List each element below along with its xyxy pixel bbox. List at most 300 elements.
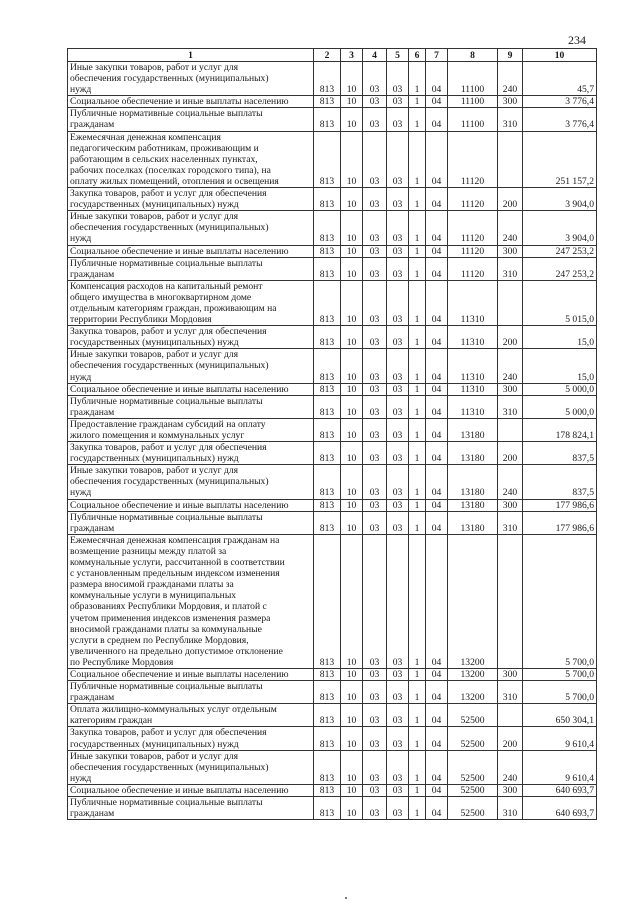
cell-col-9: 310 (498, 681, 523, 704)
cell-col-2: 813 (314, 681, 341, 704)
cell-col-3: 10 (341, 681, 363, 704)
cell-col-5: 03 (387, 418, 409, 441)
cell-col-5: 03 (387, 211, 409, 245)
cell-col-5: 03 (387, 465, 409, 499)
cell-col-4: 03 (363, 108, 387, 131)
cell-col-10: 3 776,4 (523, 96, 597, 108)
cell-col-4: 03 (363, 499, 387, 511)
column-header-7: 7 (426, 49, 448, 62)
row-description: Социальное обеспечение и иные выплаты населению (68, 668, 314, 680)
row-description: Публичные нормативные социальные выплаты гражданам (68, 395, 314, 418)
column-header-2: 2 (314, 49, 341, 62)
cell-col-7: 04 (426, 465, 448, 499)
cell-col-10: 837,5 (523, 465, 597, 499)
cell-col-3: 10 (341, 188, 363, 211)
table-row (68, 383, 597, 395)
cell-col-4: 03 (363, 383, 387, 395)
cell-col-10: 247 253,2 (523, 257, 597, 280)
cell-col-9: 310 (498, 395, 523, 418)
cell-col-2: 813 (314, 727, 341, 750)
cell-col-8: 11310 (448, 383, 498, 395)
cell-col-5: 03 (387, 188, 409, 211)
cell-col-6: 1 (409, 257, 426, 280)
table-row (68, 797, 597, 820)
cell-col-3: 10 (341, 668, 363, 680)
cell-col-8: 11120 (448, 257, 498, 280)
cell-col-2: 813 (314, 534, 341, 668)
cell-col-6: 1 (409, 681, 426, 704)
row-description: Социальное обеспечение и иные выплаты населению (68, 96, 314, 108)
cell-col-5: 03 (387, 727, 409, 750)
cell-col-5: 03 (387, 534, 409, 668)
cell-col-4: 03 (363, 784, 387, 796)
cell-col-8: 11100 (448, 108, 498, 131)
cell-col-3: 10 (341, 245, 363, 257)
row-description: Ежемесячная денежная компенсация педагогическим работникам, проживающим и работающим в сельских населенных пунктах, рабочих поселках (поселках городского типа), на оплату жилых помещений, отопления и освещения (68, 131, 314, 187)
cell-col-2: 813 (314, 784, 341, 796)
cell-col-2: 813 (314, 188, 341, 211)
cell-col-5: 03 (387, 442, 409, 465)
cell-col-8: 13180 (448, 465, 498, 499)
scan-mark (345, 897, 347, 899)
cell-col-4: 03 (363, 442, 387, 465)
cell-col-8: 13200 (448, 534, 498, 668)
row-description: Публичные нормативные социальные выплаты гражданам (68, 108, 314, 131)
column-header-6: 6 (409, 49, 426, 62)
cell-col-10: 251 157,2 (523, 131, 597, 187)
cell-col-4: 03 (363, 326, 387, 349)
cell-col-3: 10 (341, 395, 363, 418)
cell-col-4: 03 (363, 280, 387, 325)
cell-col-8: 11310 (448, 326, 498, 349)
header-row (68, 49, 597, 62)
cell-col-4: 03 (363, 750, 387, 784)
cell-col-4: 03 (363, 62, 387, 96)
cell-col-5: 03 (387, 349, 409, 383)
cell-col-4: 03 (363, 534, 387, 668)
cell-col-8: 11120 (448, 131, 498, 187)
cell-col-6: 1 (409, 188, 426, 211)
cell-col-3: 10 (341, 257, 363, 280)
cell-col-10: 247 253,2 (523, 245, 597, 257)
cell-col-5: 03 (387, 395, 409, 418)
cell-col-3: 10 (341, 131, 363, 187)
row-description: Иные закупки товаров, работ и услуг для обеспечения государственных (муниципальных) нужд (68, 349, 314, 383)
cell-col-10: 177 986,6 (523, 499, 597, 511)
cell-col-3: 10 (341, 534, 363, 668)
cell-col-8: 11310 (448, 280, 498, 325)
cell-col-5: 03 (387, 326, 409, 349)
cell-col-8: 13200 (448, 681, 498, 704)
cell-col-6: 1 (409, 797, 426, 820)
cell-col-7: 04 (426, 96, 448, 108)
cell-col-6: 1 (409, 383, 426, 395)
cell-col-6: 1 (409, 131, 426, 187)
table-row (68, 784, 597, 796)
cell-col-7: 04 (426, 681, 448, 704)
table-row (68, 704, 597, 727)
cell-col-8: 11100 (448, 96, 498, 108)
cell-col-8: 13180 (448, 442, 498, 465)
cell-col-7: 04 (426, 750, 448, 784)
cell-col-2: 813 (314, 211, 341, 245)
cell-col-4: 03 (363, 96, 387, 108)
cell-col-5: 03 (387, 245, 409, 257)
cell-col-3: 10 (341, 280, 363, 325)
cell-col-2: 813 (314, 442, 341, 465)
cell-col-7: 04 (426, 245, 448, 257)
cell-col-10: 5 700,0 (523, 534, 597, 668)
cell-col-3: 10 (341, 96, 363, 108)
cell-col-10: 3 776,4 (523, 108, 597, 131)
row-description: Публичные нормативные социальные выплаты гражданам (68, 797, 314, 820)
cell-col-4: 03 (363, 257, 387, 280)
cell-col-9: 240 (498, 211, 523, 245)
cell-col-2: 813 (314, 96, 341, 108)
row-description: Закупка товаров, работ и услуг для обеспечения государственных (муниципальных) нужд (68, 442, 314, 465)
table-row (68, 280, 597, 325)
table-row (68, 326, 597, 349)
cell-col-7: 04 (426, 211, 448, 245)
column-header-4: 4 (363, 49, 387, 62)
row-description: Закупка товаров, работ и услуг для обеспечения государственных (муниципальных) нужд (68, 188, 314, 211)
cell-col-9 (498, 534, 523, 668)
cell-col-3: 10 (341, 62, 363, 96)
cell-col-6: 1 (409, 245, 426, 257)
row-description: Социальное обеспечение и иные выплаты населению (68, 245, 314, 257)
table-row (68, 668, 597, 680)
cell-col-7: 04 (426, 442, 448, 465)
row-description: Публичные нормативные социальные выплаты гражданам (68, 681, 314, 704)
cell-col-5: 03 (387, 280, 409, 325)
cell-col-10: 15,0 (523, 326, 597, 349)
cell-col-4: 03 (363, 188, 387, 211)
cell-col-2: 813 (314, 668, 341, 680)
cell-col-8: 11120 (448, 211, 498, 245)
cell-col-9: 300 (498, 383, 523, 395)
cell-col-9 (498, 131, 523, 187)
cell-col-10: 178 824,1 (523, 418, 597, 441)
cell-col-7: 04 (426, 668, 448, 680)
cell-col-8: 11120 (448, 188, 498, 211)
row-description: Иные закупки товаров, работ и услуг для обеспечения государственных (муниципальных) нужд (68, 62, 314, 96)
cell-col-9: 240 (498, 349, 523, 383)
cell-col-10: 9 610,4 (523, 750, 597, 784)
cell-col-3: 10 (341, 511, 363, 534)
row-description: Закупка товаров, работ и услуг для обеспечения государственных (муниципальных) нужд (68, 727, 314, 750)
cell-col-7: 04 (426, 188, 448, 211)
cell-col-3: 10 (341, 349, 363, 383)
cell-col-7: 04 (426, 797, 448, 820)
cell-col-6: 1 (409, 62, 426, 96)
column-header-9: 9 (498, 49, 523, 62)
cell-col-8: 52500 (448, 750, 498, 784)
table-row (68, 511, 597, 534)
cell-col-6: 1 (409, 727, 426, 750)
cell-col-2: 813 (314, 62, 341, 96)
cell-col-4: 03 (363, 668, 387, 680)
cell-col-6: 1 (409, 784, 426, 796)
table-row (68, 188, 597, 211)
cell-col-6: 1 (409, 499, 426, 511)
cell-col-9: 200 (498, 727, 523, 750)
table-row (68, 395, 597, 418)
cell-col-2: 813 (314, 465, 341, 499)
table-row (68, 681, 597, 704)
cell-col-5: 03 (387, 704, 409, 727)
cell-col-3: 10 (341, 211, 363, 245)
cell-col-9: 300 (498, 245, 523, 257)
cell-col-10: 15,0 (523, 349, 597, 383)
cell-col-5: 03 (387, 96, 409, 108)
row-description: Предоставление гражданам субсидий на оплату жилого помещения и коммунальных услуг (68, 418, 314, 441)
cell-col-5: 03 (387, 131, 409, 187)
cell-col-10: 3 904,0 (523, 211, 597, 245)
cell-col-6: 1 (409, 418, 426, 441)
cell-col-7: 04 (426, 257, 448, 280)
cell-col-10: 45,7 (523, 62, 597, 96)
cell-col-8: 13200 (448, 668, 498, 680)
cell-col-5: 03 (387, 681, 409, 704)
cell-col-4: 03 (363, 418, 387, 441)
cell-col-5: 03 (387, 797, 409, 820)
cell-col-8: 52500 (448, 704, 498, 727)
cell-col-8: 52500 (448, 727, 498, 750)
table-row (68, 442, 597, 465)
page-number: 234 (568, 33, 586, 47)
cell-col-7: 04 (426, 383, 448, 395)
cell-col-3: 10 (341, 108, 363, 131)
table-row (68, 499, 597, 511)
table-row (68, 727, 597, 750)
cell-col-7: 04 (426, 727, 448, 750)
cell-col-8: 11310 (448, 395, 498, 418)
cell-col-10: 650 304,1 (523, 704, 597, 727)
cell-col-4: 03 (363, 797, 387, 820)
table-row (68, 108, 597, 131)
cell-col-5: 03 (387, 257, 409, 280)
table-row (68, 62, 597, 96)
column-header-10: 10 (523, 49, 597, 62)
column-header-3: 3 (341, 49, 363, 62)
cell-col-3: 10 (341, 797, 363, 820)
cell-col-9: 310 (498, 108, 523, 131)
cell-col-3: 10 (341, 750, 363, 784)
cell-col-4: 03 (363, 211, 387, 245)
cell-col-4: 03 (363, 349, 387, 383)
cell-col-7: 04 (426, 280, 448, 325)
cell-col-9 (498, 418, 523, 441)
cell-col-6: 1 (409, 750, 426, 784)
cell-col-2: 813 (314, 383, 341, 395)
cell-col-8: 11100 (448, 62, 498, 96)
row-description: Публичные нормативные социальные выплаты гражданам (68, 257, 314, 280)
cell-col-3: 10 (341, 465, 363, 499)
cell-col-4: 03 (363, 131, 387, 187)
cell-col-6: 1 (409, 349, 426, 383)
cell-col-6: 1 (409, 668, 426, 680)
cell-col-8: 13180 (448, 418, 498, 441)
table-row (68, 534, 597, 668)
cell-col-8: 13180 (448, 511, 498, 534)
cell-col-10: 5 700,0 (523, 668, 597, 680)
cell-col-4: 03 (363, 245, 387, 257)
cell-col-2: 813 (314, 280, 341, 325)
cell-col-5: 03 (387, 668, 409, 680)
cell-col-7: 04 (426, 511, 448, 534)
cell-col-4: 03 (363, 465, 387, 499)
cell-col-9: 200 (498, 326, 523, 349)
cell-col-8: 52500 (448, 797, 498, 820)
cell-col-6: 1 (409, 465, 426, 499)
cell-col-3: 10 (341, 418, 363, 441)
row-description: Иные закупки товаров, работ и услуг для обеспечения государственных (муниципальных) нужд (68, 211, 314, 245)
table-row (68, 245, 597, 257)
cell-col-4: 03 (363, 727, 387, 750)
cell-col-7: 04 (426, 395, 448, 418)
cell-col-2: 813 (314, 704, 341, 727)
cell-col-10: 640 693,7 (523, 797, 597, 820)
cell-col-4: 03 (363, 511, 387, 534)
cell-col-7: 04 (426, 326, 448, 349)
table-body (68, 62, 597, 820)
cell-col-10: 837,5 (523, 442, 597, 465)
cell-col-7: 04 (426, 62, 448, 96)
column-header-5: 5 (387, 49, 409, 62)
cell-col-8: 52500 (448, 784, 498, 796)
cell-col-6: 1 (409, 395, 426, 418)
cell-col-5: 03 (387, 62, 409, 96)
cell-col-2: 813 (314, 131, 341, 187)
cell-col-6: 1 (409, 96, 426, 108)
cell-col-7: 04 (426, 349, 448, 383)
cell-col-5: 03 (387, 784, 409, 796)
cell-col-9 (498, 704, 523, 727)
cell-col-10: 3 904,0 (523, 188, 597, 211)
cell-col-6: 1 (409, 534, 426, 668)
cell-col-6: 1 (409, 280, 426, 325)
cell-col-4: 03 (363, 395, 387, 418)
row-description: Социальное обеспечение и иные выплаты населению (68, 499, 314, 511)
cell-col-9: 240 (498, 62, 523, 96)
cell-col-9 (498, 280, 523, 325)
cell-col-4: 03 (363, 681, 387, 704)
table-row (68, 96, 597, 108)
cell-col-2: 813 (314, 349, 341, 383)
cell-col-2: 813 (314, 395, 341, 418)
cell-col-3: 10 (341, 784, 363, 796)
row-description: Иные закупки товаров, работ и услуг для обеспечения государственных (муниципальных) нужд (68, 465, 314, 499)
cell-col-9: 300 (498, 96, 523, 108)
cell-col-2: 813 (314, 326, 341, 349)
cell-col-6: 1 (409, 326, 426, 349)
cell-col-3: 10 (341, 499, 363, 511)
cell-col-6: 1 (409, 511, 426, 534)
cell-col-9: 240 (498, 465, 523, 499)
cell-col-7: 04 (426, 131, 448, 187)
table-row (68, 465, 597, 499)
cell-col-2: 813 (314, 108, 341, 131)
cell-col-2: 813 (314, 499, 341, 511)
row-description: Оплата жилищно-коммунальных услуг отдельным категориям граждан (68, 704, 314, 727)
cell-col-5: 03 (387, 383, 409, 395)
cell-col-10: 5 015,0 (523, 280, 597, 325)
row-description: Социальное обеспечение и иные выплаты населению (68, 784, 314, 796)
cell-col-5: 03 (387, 511, 409, 534)
cell-col-3: 10 (341, 383, 363, 395)
cell-col-9: 200 (498, 442, 523, 465)
cell-col-8: 11310 (448, 349, 498, 383)
table-row (68, 131, 597, 187)
cell-col-7: 04 (426, 418, 448, 441)
cell-col-9: 240 (498, 750, 523, 784)
cell-col-9: 300 (498, 668, 523, 680)
table-row (68, 257, 597, 280)
cell-col-9: 300 (498, 784, 523, 796)
cell-col-6: 1 (409, 442, 426, 465)
cell-col-7: 04 (426, 499, 448, 511)
column-header-1: 1 (68, 49, 314, 62)
cell-col-3: 10 (341, 326, 363, 349)
row-description: Иные закупки товаров, работ и услуг для обеспечения государственных (муниципальных) нужд (68, 750, 314, 784)
cell-col-5: 03 (387, 108, 409, 131)
cell-col-10: 177 986,6 (523, 511, 597, 534)
row-description: Компенсация расходов на капитальный ремонт общего имущества в многоквартирном доме отдельным категориям граждан, проживающим на территории Республики Мордовия (68, 280, 314, 325)
table-row (68, 418, 597, 441)
cell-col-2: 813 (314, 797, 341, 820)
table-row (68, 211, 597, 245)
cell-col-2: 813 (314, 511, 341, 534)
cell-col-9: 200 (498, 188, 523, 211)
cell-col-9: 310 (498, 511, 523, 534)
cell-col-3: 10 (341, 442, 363, 465)
budget-table (67, 48, 597, 820)
cell-col-5: 03 (387, 499, 409, 511)
column-header-8: 8 (448, 49, 498, 62)
cell-col-7: 04 (426, 784, 448, 796)
row-description: Закупка товаров, работ и услуг для обеспечения государственных (муниципальных) нужд (68, 326, 314, 349)
row-description: Публичные нормативные социальные выплаты гражданам (68, 511, 314, 534)
cell-col-10: 5 000,0 (523, 383, 597, 395)
cell-col-9: 310 (498, 257, 523, 280)
cell-col-7: 04 (426, 108, 448, 131)
table-row (68, 349, 597, 383)
table-row (68, 750, 597, 784)
cell-col-2: 813 (314, 257, 341, 280)
cell-col-4: 03 (363, 704, 387, 727)
cell-col-7: 04 (426, 704, 448, 727)
cell-col-2: 813 (314, 750, 341, 784)
cell-col-10: 5 000,0 (523, 395, 597, 418)
cell-col-3: 10 (341, 727, 363, 750)
cell-col-7: 04 (426, 534, 448, 668)
cell-col-2: 813 (314, 245, 341, 257)
cell-col-9: 310 (498, 797, 523, 820)
cell-col-8: 13180 (448, 499, 498, 511)
cell-col-8: 11120 (448, 245, 498, 257)
cell-col-9: 300 (498, 499, 523, 511)
cell-col-3: 10 (341, 704, 363, 727)
row-description: Ежемесячная денежная компенсация гражданам на возмещение разницы между платой за коммунальные услуги, рассчитанной в соответствии с установленным предельным индексом изменения размера вносимой гражданами платы за коммунальные услуги в муниципальных образованиях Республики Мордовия, и платой с учетом применения индексов изменения размера вносимой гражданами платы за коммунальные услуги в среднем по Республике Мордовия, увеличенного на предельно допустимое отклонение по Республике Мордовия (68, 534, 314, 668)
cell-col-10: 5 700,0 (523, 681, 597, 704)
cell-col-6: 1 (409, 108, 426, 131)
row-description: Социальное обеспечение и иные выплаты населению (68, 383, 314, 395)
cell-col-10: 9 610,4 (523, 727, 597, 750)
cell-col-5: 03 (387, 750, 409, 784)
cell-col-6: 1 (409, 211, 426, 245)
cell-col-6: 1 (409, 704, 426, 727)
cell-col-10: 640 693,7 (523, 784, 597, 796)
